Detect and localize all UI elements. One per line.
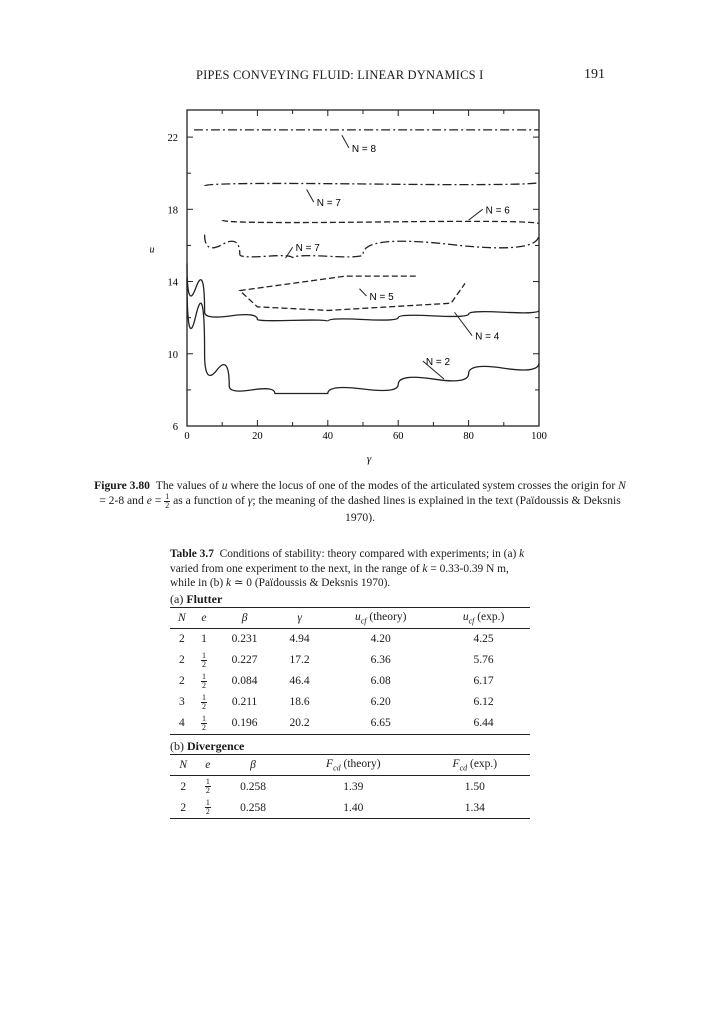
y-tick-label: 10 [167, 349, 178, 361]
column-header: $u_{cf}$ (theory) [324, 607, 437, 628]
x-tick-label: 100 [531, 431, 547, 442]
table-cell: 0.211 [231, 696, 258, 709]
table-cell: 6.65 [324, 713, 437, 735]
table-row [170, 671, 530, 692]
flutter-table [170, 607, 530, 735]
table-cell: 0.227 [231, 654, 258, 667]
y-tick-label: 14 [167, 277, 178, 289]
table-cell: 3 [179, 696, 185, 709]
table-cell: 1.34 [420, 797, 530, 819]
column-header: β [219, 754, 287, 775]
series-line-n=7-upper [205, 182, 539, 186]
curve-label: N = 4 [475, 331, 500, 343]
divergence-table [170, 754, 530, 819]
table-cell: 0.258 [240, 780, 266, 793]
x-tick-label: 60 [392, 431, 404, 442]
table-cell: 18.6 [289, 696, 310, 709]
y-tick-label: 6 [172, 422, 178, 433]
column-header: β [214, 607, 275, 628]
table-cell: 2 [170, 797, 196, 819]
table-row [170, 692, 530, 713]
table-cell: 2 [180, 780, 187, 793]
table-3-7 [170, 547, 530, 819]
column-header: N [170, 607, 194, 628]
table-cell: 17.2 [289, 654, 310, 667]
table-cell: 4.94 [289, 633, 310, 646]
table-cell: 4.25 [473, 633, 494, 646]
page-number: 191 [584, 67, 605, 82]
table-cell: $\frac{1}{2}$ [201, 671, 206, 690]
annotation-leader [307, 189, 314, 202]
table-cell: 5.76 [473, 654, 494, 667]
flutter-heading: (a) Flutter [170, 591, 223, 606]
table-cell: $\frac{1}{2}$ [196, 797, 219, 819]
y-axis-label: u [150, 244, 155, 256]
table-cell: 1.39 [343, 780, 364, 793]
y-tick-label: 22 [167, 133, 178, 145]
table-cell: 6.20 [370, 696, 391, 709]
table-cell: 6.08 [370, 675, 391, 688]
table-cell: 2 [179, 675, 185, 688]
annotation-leader [469, 209, 483, 220]
curve-label: N = 7 [316, 198, 341, 210]
x-tick-label: 0 [184, 431, 190, 442]
column-header: e [194, 607, 214, 628]
table-row [170, 776, 530, 798]
column-header: $u_{cf}$ (exp.) [437, 607, 530, 628]
curve-label: N = 2 [425, 356, 451, 368]
column-header: e [196, 754, 219, 775]
table-cell: 0.258 [219, 797, 287, 819]
table-cell: 4 [170, 713, 194, 735]
table-cell: 2 [179, 654, 185, 667]
table-cell: 1 [201, 633, 207, 646]
figure-label: Figure 3.80 [94, 479, 150, 492]
table-cell: $\frac{1}{2}$ [194, 713, 214, 735]
curve-label: N = 7 [295, 243, 320, 255]
table-cell: $\frac{1}{2}$ [201, 692, 206, 711]
running-head: PIPES CONVEYING FLUID: LINEAR DYNAMICS I [196, 68, 484, 82]
column-header: γ [275, 607, 324, 628]
table-row [170, 797, 530, 819]
series-line-n=5-loop [240, 276, 465, 310]
column-header: $F_{cd}$ (exp.) [420, 754, 530, 775]
x-axis-label: γ [366, 453, 372, 465]
table-cell: 46.4 [289, 675, 310, 688]
table-row [170, 650, 530, 671]
table-cell: 1.40 [287, 797, 420, 819]
plot-frame [187, 110, 539, 426]
curve-label: N = 5 [369, 291, 394, 303]
curve-label: N = 8 [351, 143, 377, 155]
curve-label: N = 6 [485, 205, 510, 217]
figure-3-80-chart [150, 100, 570, 480]
table-cell: 2 [179, 633, 185, 646]
table-caption: Table 3.7 Conditions of stability: theory compared with experiments; in (a) k varied from one experiment to the next, in the range of k = 0.33-0.39 N m, while in (b) k ≃ 0 (Païdoussis & Deksnis 1970). [170, 548, 525, 589]
table-row [170, 628, 530, 650]
y-tick-label: 18 [167, 205, 178, 217]
table-cell: $\frac{1}{2}$ [201, 650, 206, 669]
table-cell: 1.50 [464, 780, 485, 793]
table-cell: $\frac{1}{2}$ [205, 777, 210, 796]
table-cell: 6.12 [473, 696, 494, 709]
x-tick-label: 40 [322, 431, 334, 442]
table-cell: 0.084 [231, 675, 258, 688]
figure-caption: Figure 3.80 The values of u where the locus of one of the modes of the articulated system crosses the origin for N = 2-8 and e = $\frac{1}{2}$ as a function of γ; the meaning of the dashed lines is explained in the text (Païdoussis & Deksnis 1970). [94, 479, 626, 524]
table-cell: 6.44 [437, 713, 530, 735]
table-cell: 4.20 [370, 633, 391, 646]
fraction: $\frac{1}{2}$ [165, 492, 170, 510]
annotation-leader [359, 289, 366, 296]
x-tick-label: 80 [463, 431, 474, 442]
table-label: Table 3.7 [170, 548, 214, 560]
table-row [170, 713, 530, 735]
x-tick-label: 20 [252, 431, 263, 442]
column-header: N [170, 754, 196, 775]
table-cell: 0.196 [214, 713, 275, 735]
annotation-leader [342, 135, 349, 148]
table-cell: 6.36 [370, 654, 391, 667]
divergence-heading: (b) Divergence [170, 738, 245, 753]
series-line-n=6 [222, 220, 539, 224]
table-cell: 20.2 [275, 713, 324, 735]
table-cell: 6.17 [473, 675, 494, 688]
column-header: $F_{cd}$ (theory) [287, 754, 420, 775]
series-line-n=7-lower [205, 235, 539, 258]
table-cell: 0.231 [231, 633, 258, 646]
